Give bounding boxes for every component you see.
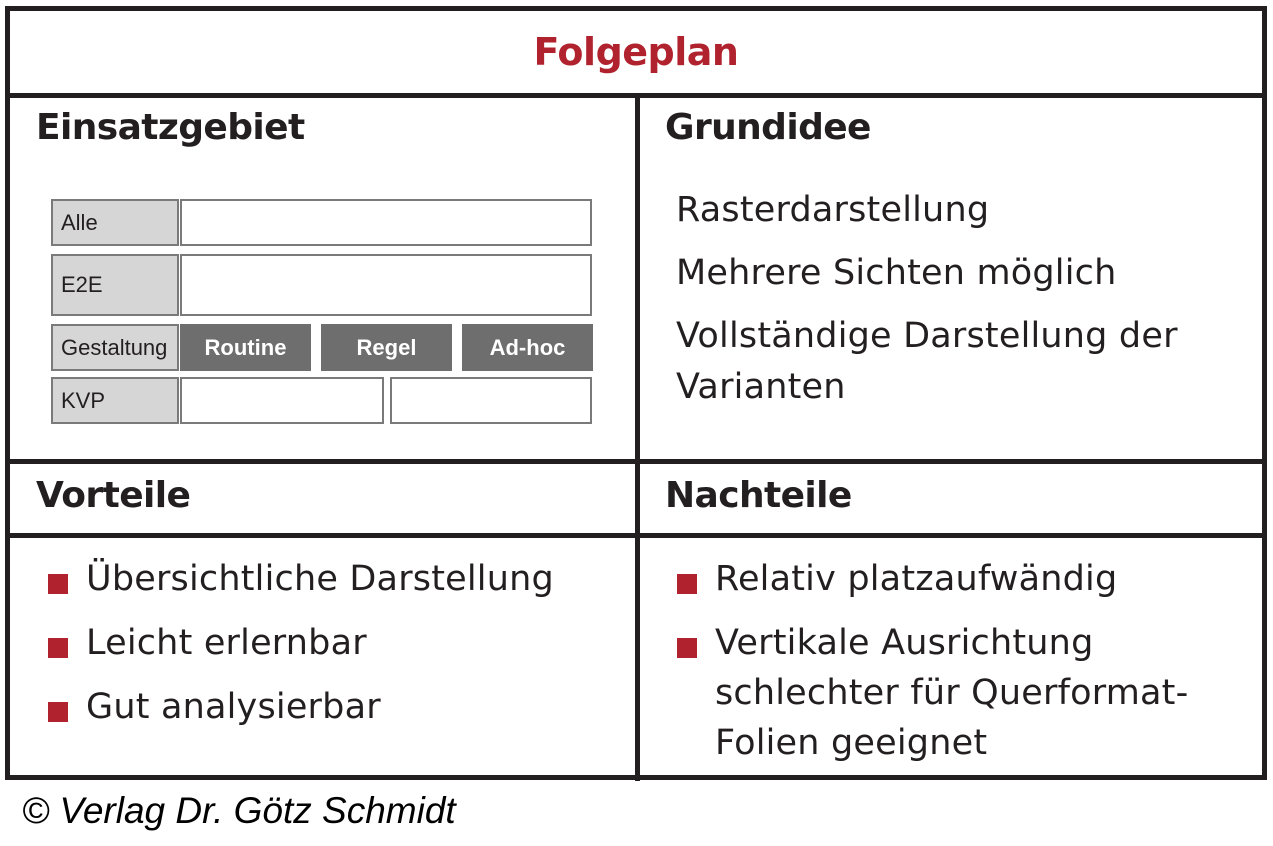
page-title: Folgeplan [533, 30, 739, 74]
gestaltung-routine: Routine [180, 324, 311, 371]
row-box-e2e [180, 254, 592, 316]
list-item-text: Relativ platzaufwändig [715, 559, 1118, 599]
bullet-square-icon [677, 574, 697, 594]
nachteile-heading: Nachteile [665, 475, 852, 516]
divider [635, 93, 640, 781]
bullet-square-icon [48, 702, 68, 722]
copyright-notice: © Verlag Dr. Götz Schmidt [22, 790, 456, 831]
row-label-e2e: E2E [51, 254, 179, 316]
list-item-text: Folien geeignet [715, 723, 988, 763]
list-item-text: Vertikale Ausrichtung [715, 623, 1094, 663]
bullet-square-icon [48, 574, 68, 594]
row-label-kvp: KVP [51, 377, 179, 424]
list-item-text: Leicht erlernbar [86, 623, 367, 663]
list-item-text: schlechter für Querformat- [715, 673, 1189, 713]
folgeplan-card [5, 6, 1267, 780]
grundidee-item: Varianten [676, 367, 846, 407]
bullet-square-icon [48, 638, 68, 658]
bullet-square-icon [677, 638, 697, 658]
row-label-gestaltung: Gestaltung [51, 324, 179, 371]
grundidee-heading: Grundidee [665, 107, 871, 148]
row-label-alle: Alle [51, 199, 179, 246]
einsatzgebiet-heading: Einsatzgebiet [36, 107, 305, 148]
gestaltung-ad-hoc: Ad-hoc [462, 324, 593, 371]
grundidee-item: Vollständige Darstellung der [676, 316, 1178, 356]
divider [10, 459, 1262, 464]
row-box-kvp-left [180, 377, 384, 424]
list-item-text: Übersichtliche Darstellung [86, 559, 554, 599]
grundidee-item: Mehrere Sichten möglich [676, 253, 1117, 293]
gestaltung-regel: Regel [321, 324, 452, 371]
row-box-alle [180, 199, 592, 246]
row-box-kvp-right [390, 377, 592, 424]
title-row [10, 11, 1262, 93]
grundidee-item: Rasterdarstellung [676, 190, 990, 230]
list-item-text: Gut analysierbar [86, 687, 381, 727]
vorteile-heading: Vorteile [36, 475, 191, 516]
divider [10, 533, 1262, 538]
